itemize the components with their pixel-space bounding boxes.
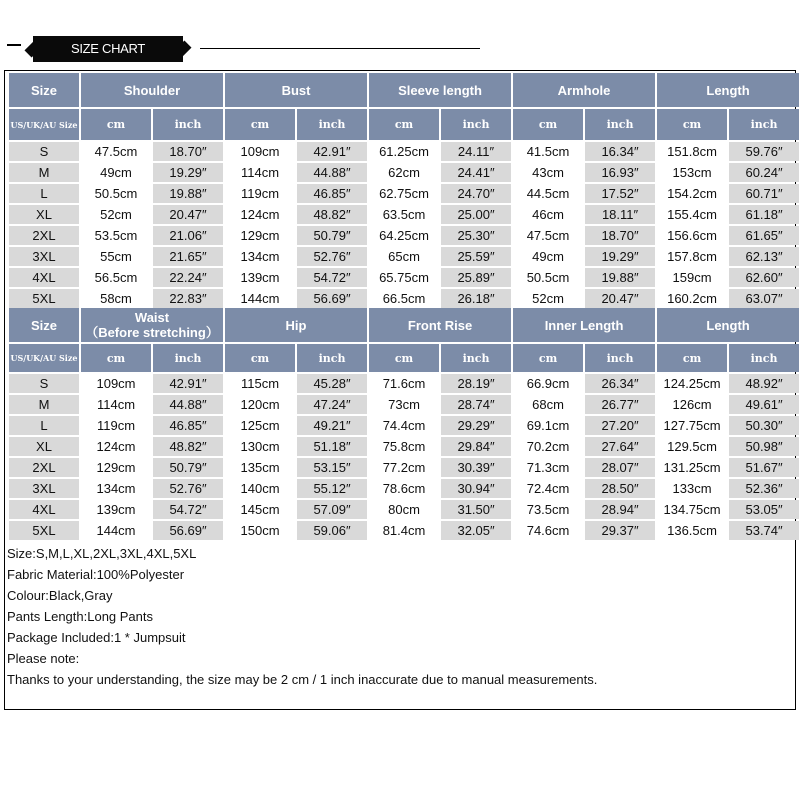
cm-value-cell: 74.4cm: [369, 416, 439, 435]
cm-value-cell: 144cm: [81, 521, 151, 540]
cm-value-cell: 71.6cm: [369, 374, 439, 393]
size-label-cell: M: [9, 163, 79, 182]
cm-value-cell: 50.5cm: [513, 268, 583, 287]
size-label-cell: 3XL: [9, 247, 79, 266]
inch-value-cell: 62.13″: [729, 247, 799, 266]
size-label-cell: 4XL: [9, 268, 79, 287]
inch-value-cell: 28.50″: [585, 479, 655, 498]
front-rise-column-header: Front Rise: [369, 308, 511, 342]
size-label-cell: 4XL: [9, 500, 79, 519]
inch-value-cell: 24.11″: [441, 142, 511, 161]
inch-value-cell: 28.74″: [441, 395, 511, 414]
inch-value-cell: 42.91″: [297, 142, 367, 161]
cm-value-cell: 120cm: [225, 395, 295, 414]
cm-value-cell: 124.25cm: [657, 374, 727, 393]
bust-column-header: Bust: [225, 73, 367, 107]
cm-value-cell: 49cm: [513, 247, 583, 266]
bottom-table-body: [9, 374, 799, 540]
cm-value-cell: 129cm: [225, 226, 295, 245]
inch-value-cell: 26.34″: [585, 374, 655, 393]
table-row: [9, 374, 799, 393]
inch-value-cell: 32.05″: [441, 521, 511, 540]
cm-value-cell: 65cm: [369, 247, 439, 266]
cm-value-cell: 58cm: [81, 289, 151, 308]
size-label-cell: 5XL: [9, 521, 79, 540]
inch-value-cell: 20.47″: [153, 205, 223, 224]
cm-value-cell: 115cm: [225, 374, 295, 393]
cm-value-cell: 47.5cm: [81, 142, 151, 161]
inch-value-cell: 21.06″: [153, 226, 223, 245]
inch-value-cell: 24.41″: [441, 163, 511, 182]
cm-value-cell: 126cm: [657, 395, 727, 414]
cm-value-cell: 124cm: [81, 437, 151, 456]
inch-value-cell: 25.89″: [441, 268, 511, 287]
inch-value-cell: 46.85″: [297, 184, 367, 203]
inch-value-cell: 25.30″: [441, 226, 511, 245]
cm-value-cell: 47.5cm: [513, 226, 583, 245]
inner-length-column-header: Inner Length: [513, 308, 655, 342]
inch-value-cell: 42.91″: [153, 374, 223, 393]
cm-value-cell: 68cm: [513, 395, 583, 414]
inch-value-cell: 51.67″: [729, 458, 799, 477]
cm-value-cell: 125cm: [225, 416, 295, 435]
cm-value-cell: 62.75cm: [369, 184, 439, 203]
decorative-rule: [200, 48, 480, 49]
cm-value-cell: 70.2cm: [513, 437, 583, 456]
unit-inch-header: inch: [585, 344, 655, 372]
cm-value-cell: 69.1cm: [513, 416, 583, 435]
inch-value-cell: 50.98″: [729, 437, 799, 456]
inch-value-cell: 62.60″: [729, 268, 799, 287]
table-row: [9, 500, 799, 519]
cm-value-cell: 129.5cm: [657, 437, 727, 456]
unit-inch-header: inch: [585, 109, 655, 140]
unit-inch-header: inch: [153, 109, 223, 140]
page-title: SIZE CHART: [70, 41, 146, 56]
unit-cm-header: cm: [225, 109, 295, 140]
inch-value-cell: 49.21″: [297, 416, 367, 435]
unit-cm-header: cm: [81, 109, 151, 140]
inch-value-cell: 28.19″: [441, 374, 511, 393]
armhole-column-header: Armhole: [513, 73, 655, 107]
inch-value-cell: 52.76″: [153, 479, 223, 498]
cm-value-cell: 144cm: [225, 289, 295, 308]
cm-value-cell: 65.75cm: [369, 268, 439, 287]
bottom-measurement-table: [7, 306, 800, 542]
unit-inch-header: inch: [441, 109, 511, 140]
cm-value-cell: 62cm: [369, 163, 439, 182]
cm-value-cell: 160.2cm: [657, 289, 727, 308]
note-sizes: Size:S,M,L,XL,2XL,3XL,4XL,5XL: [7, 546, 197, 561]
table-row: [9, 416, 799, 435]
cm-value-cell: 150cm: [225, 521, 295, 540]
product-notes: [7, 543, 793, 709]
inch-value-cell: 60.24″: [729, 163, 799, 182]
inch-value-cell: 50.30″: [729, 416, 799, 435]
inch-value-cell: 16.34″: [585, 142, 655, 161]
inch-value-cell: 60.71″: [729, 184, 799, 203]
inch-value-cell: 59.76″: [729, 142, 799, 161]
shoulder-column-header: Shoulder: [81, 73, 223, 107]
cm-value-cell: 124cm: [225, 205, 295, 224]
cm-value-cell: 77.2cm: [369, 458, 439, 477]
cm-value-cell: 73cm: [369, 395, 439, 414]
top-table-body: [9, 142, 799, 308]
cm-value-cell: 139cm: [225, 268, 295, 287]
inch-value-cell: 56.69″: [297, 289, 367, 308]
inch-value-cell: 49.61″: [729, 395, 799, 414]
inch-value-cell: 54.72″: [297, 268, 367, 287]
size-column-header: Size: [9, 73, 79, 107]
inch-value-cell: 27.64″: [585, 437, 655, 456]
cm-value-cell: 140cm: [225, 479, 295, 498]
cm-value-cell: 56.5cm: [81, 268, 151, 287]
inch-value-cell: 26.18″: [441, 289, 511, 308]
inch-value-cell: 28.07″: [585, 458, 655, 477]
title-banner: [33, 36, 183, 62]
inch-value-cell: 26.77″: [585, 395, 655, 414]
cm-value-cell: 133cm: [657, 479, 727, 498]
cm-value-cell: 157.8cm: [657, 247, 727, 266]
cm-value-cell: 155.4cm: [657, 205, 727, 224]
cm-value-cell: 129cm: [81, 458, 151, 477]
inch-value-cell: 53.05″: [729, 500, 799, 519]
cm-value-cell: 136.5cm: [657, 521, 727, 540]
size-label-cell: L: [9, 184, 79, 203]
note-please-note: Please note:: [7, 651, 80, 666]
inch-value-cell: 61.18″: [729, 205, 799, 224]
unit-cm-header: cm: [225, 344, 295, 372]
waist-column-header: Waist （Before stretching）: [81, 308, 223, 342]
table-row: [9, 142, 799, 161]
inch-value-cell: 22.83″: [153, 289, 223, 308]
inch-value-cell: 44.88″: [153, 395, 223, 414]
cm-value-cell: 44.5cm: [513, 184, 583, 203]
inch-value-cell: 53.15″: [297, 458, 367, 477]
inch-value-cell: 50.79″: [153, 458, 223, 477]
cm-value-cell: 74.6cm: [513, 521, 583, 540]
inch-value-cell: 19.88″: [585, 268, 655, 287]
decorative-dash: [7, 44, 21, 46]
inch-value-cell: 31.50″: [441, 500, 511, 519]
cm-value-cell: 64.25cm: [369, 226, 439, 245]
cm-value-cell: 52cm: [81, 205, 151, 224]
inch-value-cell: 48.92″: [729, 374, 799, 393]
sleeve-length-column-header: Sleeve length: [369, 73, 511, 107]
unit-inch-header: inch: [729, 109, 799, 140]
inch-value-cell: 48.82″: [153, 437, 223, 456]
cm-value-cell: 46cm: [513, 205, 583, 224]
inch-value-cell: 48.82″: [297, 205, 367, 224]
inch-value-cell: 30.94″: [441, 479, 511, 498]
unit-cm-header: cm: [513, 344, 583, 372]
cm-value-cell: 139cm: [81, 500, 151, 519]
cm-value-cell: 80cm: [369, 500, 439, 519]
unit-inch-header: inch: [441, 344, 511, 372]
inch-value-cell: 52.36″: [729, 479, 799, 498]
cm-value-cell: 135cm: [225, 458, 295, 477]
inch-value-cell: 47.24″: [297, 395, 367, 414]
unit-cm-header: cm: [657, 344, 727, 372]
cm-value-cell: 145cm: [225, 500, 295, 519]
cm-value-cell: 153cm: [657, 163, 727, 182]
unit-cm-header: cm: [657, 109, 727, 140]
cm-value-cell: 66.5cm: [369, 289, 439, 308]
top-measurement-table: [7, 71, 800, 310]
inch-value-cell: 29.29″: [441, 416, 511, 435]
inch-value-cell: 25.59″: [441, 247, 511, 266]
inch-value-cell: 63.07″: [729, 289, 799, 308]
inch-value-cell: 30.39″: [441, 458, 511, 477]
unit-inch-header: inch: [153, 344, 223, 372]
inch-value-cell: 19.29″: [153, 163, 223, 182]
inch-value-cell: 45.28″: [297, 374, 367, 393]
cm-value-cell: 61.25cm: [369, 142, 439, 161]
size-chart-sheet: [4, 70, 796, 710]
cm-value-cell: 109cm: [225, 142, 295, 161]
inch-value-cell: 56.69″: [153, 521, 223, 540]
inch-value-cell: 57.09″: [297, 500, 367, 519]
table-row: [9, 184, 799, 203]
unit-inch-header: inch: [297, 109, 367, 140]
inch-value-cell: 55.12″: [297, 479, 367, 498]
inch-value-cell: 51.18″: [297, 437, 367, 456]
size-label-cell: L: [9, 416, 79, 435]
cm-value-cell: 73.5cm: [513, 500, 583, 519]
inch-value-cell: 54.72″: [153, 500, 223, 519]
size-label-cell: 2XL: [9, 458, 79, 477]
size-label-cell: XL: [9, 437, 79, 456]
inch-value-cell: 20.47″: [585, 289, 655, 308]
cm-value-cell: 55cm: [81, 247, 151, 266]
cm-value-cell: 81.4cm: [369, 521, 439, 540]
cm-value-cell: 63.5cm: [369, 205, 439, 224]
cm-value-cell: 131.25cm: [657, 458, 727, 477]
cm-value-cell: 151.8cm: [657, 142, 727, 161]
size-label-cell: S: [9, 374, 79, 393]
table-row: [9, 268, 799, 287]
unit-cm-header: cm: [369, 109, 439, 140]
cm-value-cell: 119cm: [81, 416, 151, 435]
size-label-cell: S: [9, 142, 79, 161]
unit-cm-header: cm: [81, 344, 151, 372]
table-row: [9, 226, 799, 245]
size-label-cell: 2XL: [9, 226, 79, 245]
hip-column-header: Hip: [225, 308, 367, 342]
inch-value-cell: 29.84″: [441, 437, 511, 456]
inch-value-cell: 16.93″: [585, 163, 655, 182]
table-row: [9, 437, 799, 456]
note-disclaimer: Thanks to your understanding, the size may be 2 cm / 1 inch inaccurate due to manual measurements.: [7, 672, 598, 687]
cm-value-cell: 109cm: [81, 374, 151, 393]
inch-value-cell: 19.88″: [153, 184, 223, 203]
cm-value-cell: 52cm: [513, 289, 583, 308]
inch-value-cell: 59.06″: [297, 521, 367, 540]
inch-value-cell: 28.94″: [585, 500, 655, 519]
size-label-cell: M: [9, 395, 79, 414]
table-row: [9, 479, 799, 498]
size-system-label: US/UK/AU Size: [9, 109, 79, 140]
unit-cm-header: cm: [369, 344, 439, 372]
inch-value-cell: 25.00″: [441, 205, 511, 224]
size-label-cell: 5XL: [9, 289, 79, 308]
cm-value-cell: 71.3cm: [513, 458, 583, 477]
table-row: [9, 395, 799, 414]
cm-value-cell: 114cm: [225, 163, 295, 182]
inch-value-cell: 21.65″: [153, 247, 223, 266]
cm-value-cell: 75.8cm: [369, 437, 439, 456]
inch-value-cell: 29.37″: [585, 521, 655, 540]
unit-inch-header: inch: [729, 344, 799, 372]
cm-value-cell: 156.6cm: [657, 226, 727, 245]
cm-value-cell: 72.4cm: [513, 479, 583, 498]
inch-value-cell: 44.88″: [297, 163, 367, 182]
inch-value-cell: 17.52″: [585, 184, 655, 203]
cm-value-cell: 41.5cm: [513, 142, 583, 161]
cm-value-cell: 50.5cm: [81, 184, 151, 203]
inch-value-cell: 46.85″: [153, 416, 223, 435]
inch-value-cell: 53.74″: [729, 521, 799, 540]
cm-value-cell: 114cm: [81, 395, 151, 414]
cm-value-cell: 127.75cm: [657, 416, 727, 435]
inch-value-cell: 52.76″: [297, 247, 367, 266]
length-column-header: Length: [657, 73, 799, 107]
length-column-header: Length: [657, 308, 799, 342]
table-row: [9, 521, 799, 540]
note-fabric: Fabric Material:100%Polyester: [7, 567, 185, 582]
inch-value-cell: 24.70″: [441, 184, 511, 203]
cm-value-cell: 134cm: [225, 247, 295, 266]
size-label-cell: 3XL: [9, 479, 79, 498]
inch-value-cell: 27.20″: [585, 416, 655, 435]
note-pants-length: Pants Length:Long Pants: [7, 609, 154, 624]
cm-value-cell: 49cm: [81, 163, 151, 182]
cm-value-cell: 66.9cm: [513, 374, 583, 393]
cm-value-cell: 43cm: [513, 163, 583, 182]
inch-value-cell: 18.70″: [153, 142, 223, 161]
cm-value-cell: 53.5cm: [81, 226, 151, 245]
cm-value-cell: 78.6cm: [369, 479, 439, 498]
inch-value-cell: 19.29″: [585, 247, 655, 266]
unit-cm-header: cm: [513, 109, 583, 140]
table-row: [9, 458, 799, 477]
cm-value-cell: 130cm: [225, 437, 295, 456]
size-label-cell: XL: [9, 205, 79, 224]
cm-value-cell: 134.75cm: [657, 500, 727, 519]
cm-value-cell: 134cm: [81, 479, 151, 498]
table-row: [9, 163, 799, 182]
note-colour: Colour:Black,Gray: [7, 588, 113, 603]
table-row: [9, 205, 799, 224]
table-row: [9, 247, 799, 266]
inch-value-cell: 50.79″: [297, 226, 367, 245]
inch-value-cell: 22.24″: [153, 268, 223, 287]
note-package: Package Included:1 * Jumpsuit: [7, 630, 186, 645]
size-system-label: US/UK/AU Size: [9, 344, 79, 372]
unit-inch-header: inch: [297, 344, 367, 372]
cm-value-cell: 159cm: [657, 268, 727, 287]
size-column-header: Size: [9, 308, 79, 342]
cm-value-cell: 154.2cm: [657, 184, 727, 203]
cm-value-cell: 119cm: [225, 184, 295, 203]
inch-value-cell: 18.70″: [585, 226, 655, 245]
inch-value-cell: 61.65″: [729, 226, 799, 245]
inch-value-cell: 18.11″: [585, 205, 655, 224]
